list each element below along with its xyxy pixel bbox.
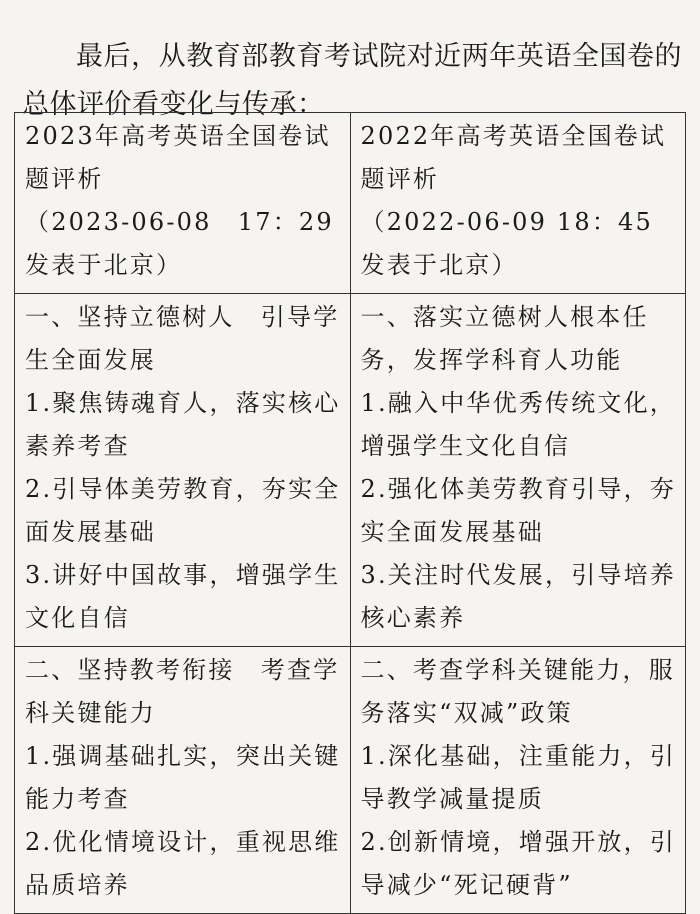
section2-item-2023: 2.优化情境设计，重视思维品质培养 (25, 828, 341, 899)
header-title-2023: 2023年高考英语全国卷试题评析 (25, 122, 331, 193)
section1-cell-2022 (350, 294, 686, 647)
section1-item-2023: 1.聚焦铸魂育人，落实核心素养考查 (25, 389, 341, 460)
header-cell-2022 (350, 113, 686, 294)
section2-cell-2022 (350, 647, 686, 914)
table-row-section-1 (15, 294, 686, 647)
comparison-table (14, 112, 686, 914)
table-row-section-2 (15, 647, 686, 914)
header-cell-2023 (15, 113, 351, 294)
section2-item-2022: 2.创新情境，增强开放，引导减少“死记硬背” (360, 828, 676, 899)
section1-heading-2023: 一、坚持立德树人 引导学生全面发展 (25, 303, 340, 374)
section1-item-2023: 3.讲好中国故事，增强学生文化自信 (25, 561, 341, 632)
table-row-header (15, 113, 686, 294)
section2-item-2022: 1.深化基础，注重能力，引导教学减量提质 (360, 742, 676, 813)
intro-paragraph: 最后，从教育部教育考试院对近两年英语全国卷的总体评价看变化与传承： (22, 41, 682, 120)
section2-heading-2022: 二、考查学科关键能力，服务落实“双减”政策 (360, 656, 675, 727)
section1-item-2022: 1.融入中华优秀传统文化，增强学生文化自信 (360, 389, 676, 460)
section2-cell-2023 (15, 647, 351, 914)
section1-item-2023: 2.引导体美劳教育，夯实全面发展基础 (25, 475, 341, 546)
section1-cell-2023 (15, 294, 351, 647)
section2-item-2023: 1.强调基础扎实，突出关键能力考查 (25, 742, 341, 813)
section2-heading-2023: 二、坚持教考衔接 考查学科关键能力 (25, 656, 340, 727)
header-title-2022: 2022年高考英语全国卷试题评析 (360, 122, 667, 193)
section1-item-2022: 2.强化体美劳教育引导，夯实全面发展基础 (360, 475, 676, 546)
header-date-2023: （2023-06-08 17：29发表于北京） (25, 208, 334, 279)
section1-heading-2022: 一、落实立德树人根本任务，发挥学科育人功能 (360, 303, 649, 374)
header-date-2022: （2022-06-09 18：45发表于北京） (360, 208, 653, 279)
section1-item-2022: 3.关注时代发展，引导培养核心素养 (360, 561, 676, 632)
